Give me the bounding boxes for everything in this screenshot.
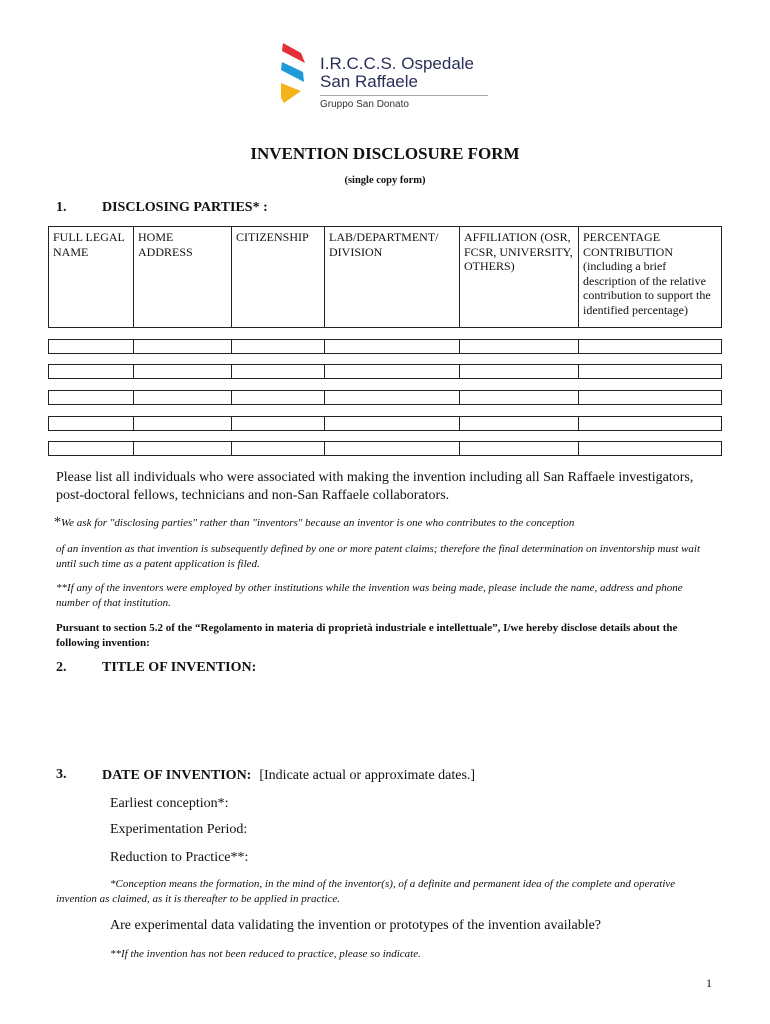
table-row[interactable] <box>48 390 722 405</box>
section2-number: 2. <box>56 660 67 675</box>
section2-heading: TITLE OF INVENTION: <box>102 660 257 675</box>
pursuant-statement: Pursuant to section 5.2 of the “Regolamento in materia di proprietà industriale e intellettuale”, I/we hereby disclose details about the following invention: <box>56 622 678 649</box>
reduction-to-practice-field[interactable]: Reduction to Practice**: <box>110 850 249 865</box>
experimentation-period-field[interactable]: Experimentation Period: <box>110 822 248 837</box>
section3-heading-line <box>102 766 722 784</box>
logo-divider <box>320 95 488 96</box>
note-star-line1: We ask for "disclosing parties" rather than "inventors" because an inventor is one who contributes to the conception <box>61 517 575 529</box>
parties-instructions: Please list all individuals who were associated with making the invention including all San Raffaele investigators, post-doctoral fellows, technicians and non-San Raffaele collaborators. <box>56 470 694 503</box>
col-affiliation: AFFILIATION (OSR, FCSR, UNIVERSITY, OTHERS) <box>460 227 579 328</box>
earliest-conception-field[interactable]: Earliest conception*: <box>110 796 229 811</box>
section1-heading: DISCLOSING PARTIES* : <box>102 200 268 215</box>
table-row[interactable] <box>48 339 722 354</box>
table-row[interactable] <box>48 364 722 379</box>
experimental-data-question: Are experimental data validating the invention or prototypes of the invention available? <box>110 918 602 933</box>
note-other-institutions: **If any of the inventors were employed by other institutions while the invention was being made, please include the name, address and phone number of that institution. <box>56 582 683 609</box>
col-percentage-contribution: PERCENTAGE CONTRIBUTION (including a brief description of the relative contribution to support the identified percentage) <box>579 227 722 328</box>
reduction-note: **If the invention has not been reduced to practice, please so indicate. <box>110 948 421 960</box>
col-lab-department: LAB/DEPARTMENT/ DIVISION <box>325 227 460 328</box>
note-star-line2: of an invention as that invention is subsequently defined by one or more patent claims; therefore the final determination on inventorship must wait until such time as a patent application is filed. <box>56 543 701 570</box>
logo-name-line1: I.R.C.C.S. Ospedale <box>320 54 475 73</box>
note-star-mark: * <box>54 515 61 530</box>
section3-heading: DATE OF INVENTION: <box>102 768 252 783</box>
logo-group: Gruppo San Donato <box>320 99 409 110</box>
hospital-logo <box>278 40 498 112</box>
form-title: INVENTION DISCLOSURE FORM <box>250 144 520 163</box>
page-number: 1 <box>706 976 712 990</box>
section3-number: 3. <box>56 767 67 782</box>
col-home-address: HOME ADDRESS <box>134 227 232 328</box>
section3-heading-note: [Indicate actual or approximate dates.] <box>259 768 476 783</box>
disclosing-parties-header <box>48 226 722 328</box>
note-disclosing-parties <box>54 515 714 531</box>
form-subtitle: (single copy form) <box>344 175 426 186</box>
logo-name-line2: San Raffaele <box>320 72 418 91</box>
section1-number: 1. <box>56 200 67 215</box>
table-row[interactable] <box>48 441 722 456</box>
table-row[interactable] <box>48 416 722 431</box>
conception-note: *Conception means the formation, in the mind of the inventor(s), of a definite and permanent idea of the complete and operative invention as claimed, as it is thereafter to be applied in practice. <box>56 878 676 905</box>
col-full-legal-name: FULL LEGAL NAME <box>49 227 134 328</box>
logo-mark-icon <box>278 40 310 106</box>
col-citizenship: CITIZENSHIP <box>232 227 325 328</box>
